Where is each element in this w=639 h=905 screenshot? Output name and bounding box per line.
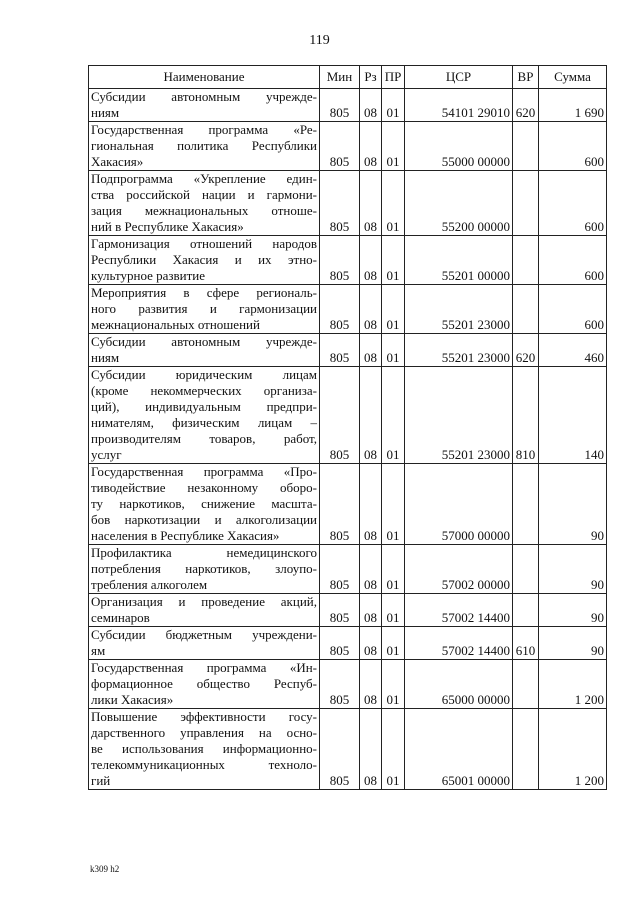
row-name-line: Субсидии бюджетным учреждени- bbox=[91, 627, 317, 642]
row-pr: 01 bbox=[382, 709, 405, 790]
row-min: 805 bbox=[320, 545, 360, 594]
row-sum: 600 bbox=[539, 236, 607, 285]
row-name-line: ниям bbox=[91, 350, 120, 365]
row-csr: 65001 00000 bbox=[405, 709, 513, 790]
table-body bbox=[89, 89, 607, 790]
table-row bbox=[89, 594, 607, 627]
row-name-line: Государственная программа «Ре- bbox=[91, 122, 317, 137]
row-vr: 620 bbox=[513, 89, 539, 122]
row-name-line: населения в Республике Хакасия» bbox=[91, 528, 280, 543]
table-row bbox=[89, 285, 607, 334]
row-name-line: зация межнациональных отноше- bbox=[91, 203, 317, 218]
row-csr: 65000 00000 bbox=[405, 660, 513, 709]
row-name-line: Гармонизация отношений народов bbox=[91, 236, 317, 251]
row-name-line: телекоммуникационных техноло- bbox=[91, 757, 317, 772]
row-name-line: ний в Республике Хакасия» bbox=[91, 219, 244, 234]
row-rz: 08 bbox=[360, 545, 382, 594]
row-name-line: Субсидии юридическим лицам bbox=[91, 367, 317, 382]
header-sum: Сумма bbox=[539, 66, 607, 89]
row-pr: 01 bbox=[382, 334, 405, 367]
header-vr: ВР bbox=[513, 66, 539, 89]
row-name bbox=[89, 627, 320, 660]
table-row bbox=[89, 709, 607, 790]
row-csr: 54101 29010 bbox=[405, 89, 513, 122]
row-csr: 55201 23000 bbox=[405, 334, 513, 367]
row-sum: 140 bbox=[539, 367, 607, 464]
page-number: 119 bbox=[309, 33, 330, 48]
row-pr: 01 bbox=[382, 660, 405, 709]
row-name bbox=[89, 594, 320, 627]
row-name-line: дарственного управления на осно- bbox=[91, 725, 317, 740]
row-pr: 01 bbox=[382, 236, 405, 285]
row-name-line: Государственная программа «Про- bbox=[91, 464, 317, 479]
row-vr: 810 bbox=[513, 367, 539, 464]
row-rz: 08 bbox=[360, 367, 382, 464]
row-name bbox=[89, 236, 320, 285]
row-rz: 08 bbox=[360, 285, 382, 334]
row-min: 805 bbox=[320, 122, 360, 171]
row-name-line: требления алкоголем bbox=[91, 577, 208, 592]
row-vr bbox=[513, 545, 539, 594]
row-name-line: Субсидии автономным учрежде- bbox=[91, 89, 317, 104]
row-name-line: услуг bbox=[91, 447, 122, 462]
header-csr: ЦСР bbox=[405, 66, 513, 89]
row-pr: 01 bbox=[382, 545, 405, 594]
row-name-line: тиводействие незаконному оборо- bbox=[91, 480, 317, 495]
row-vr: 610 bbox=[513, 627, 539, 660]
row-name-line: Профилактика немедицинского bbox=[91, 545, 317, 560]
row-name-line: ту наркотиков, снижение масшта- bbox=[91, 496, 317, 511]
header-name: Наименование bbox=[89, 66, 320, 89]
row-vr bbox=[513, 285, 539, 334]
row-min: 805 bbox=[320, 171, 360, 236]
row-name-line: ве использования информационно- bbox=[91, 741, 317, 756]
row-min: 805 bbox=[320, 367, 360, 464]
row-name-line: ям bbox=[91, 643, 106, 658]
row-csr: 57002 00000 bbox=[405, 545, 513, 594]
row-vr bbox=[513, 660, 539, 709]
row-sum: 90 bbox=[539, 594, 607, 627]
row-min: 805 bbox=[320, 594, 360, 627]
row-name bbox=[89, 171, 320, 236]
header-min: Мин bbox=[320, 66, 360, 89]
row-name-line: Подпрограмма «Укрепление един- bbox=[91, 171, 317, 186]
row-name-line: Мероприятия в сфере региональ- bbox=[91, 285, 317, 300]
row-rz: 08 bbox=[360, 627, 382, 660]
row-min: 805 bbox=[320, 236, 360, 285]
row-name bbox=[89, 709, 320, 790]
row-sum: 90 bbox=[539, 627, 607, 660]
row-csr: 57002 14400 bbox=[405, 627, 513, 660]
row-pr: 01 bbox=[382, 285, 405, 334]
row-name bbox=[89, 464, 320, 545]
row-sum: 600 bbox=[539, 122, 607, 171]
row-name-line: культурное развитие bbox=[91, 268, 206, 283]
row-min: 805 bbox=[320, 334, 360, 367]
row-name bbox=[89, 89, 320, 122]
row-csr: 57002 14400 bbox=[405, 594, 513, 627]
row-name bbox=[89, 660, 320, 709]
table-row bbox=[89, 627, 607, 660]
row-pr: 01 bbox=[382, 122, 405, 171]
row-name-line: гий bbox=[91, 773, 111, 788]
header-rz: Рз bbox=[360, 66, 382, 89]
row-sum: 600 bbox=[539, 171, 607, 236]
row-min: 805 bbox=[320, 285, 360, 334]
row-rz: 08 bbox=[360, 594, 382, 627]
row-name-line: семинаров bbox=[91, 610, 150, 625]
budget-table bbox=[88, 65, 607, 790]
row-name-line: лики Хакасия» bbox=[91, 692, 174, 707]
row-name-line: бов наркотизации и алкоголизации bbox=[91, 512, 317, 527]
row-pr: 01 bbox=[382, 171, 405, 236]
row-rz: 08 bbox=[360, 122, 382, 171]
row-rz: 08 bbox=[360, 464, 382, 545]
row-name-line: производителям товаров, работ, bbox=[91, 431, 317, 446]
row-pr: 01 bbox=[382, 594, 405, 627]
row-sum: 600 bbox=[539, 285, 607, 334]
row-pr: 01 bbox=[382, 89, 405, 122]
row-min: 805 bbox=[320, 627, 360, 660]
footer-code: k309 h2 bbox=[90, 864, 120, 874]
row-min: 805 bbox=[320, 660, 360, 709]
row-vr bbox=[513, 709, 539, 790]
row-csr: 55200 00000 bbox=[405, 171, 513, 236]
row-name-line: ций), индивидуальным предпри- bbox=[91, 399, 317, 414]
row-csr: 55201 23000 bbox=[405, 367, 513, 464]
row-vr bbox=[513, 594, 539, 627]
row-name-line: Республики Хакасия и их этно- bbox=[91, 252, 317, 267]
row-name-line: Государственная программа «Ин- bbox=[91, 660, 317, 675]
row-name-line: Организация и проведение акций, bbox=[91, 594, 317, 609]
row-rz: 08 bbox=[360, 709, 382, 790]
row-name-line: формационное общество Респуб- bbox=[91, 676, 317, 691]
row-name-line: ного развития и гармонизации bbox=[91, 301, 317, 316]
row-pr: 01 bbox=[382, 627, 405, 660]
row-name-line: ниям bbox=[91, 105, 120, 120]
row-min: 805 bbox=[320, 709, 360, 790]
row-name-line: Повышение эффективности госу- bbox=[91, 709, 317, 724]
table-row bbox=[89, 660, 607, 709]
row-vr bbox=[513, 171, 539, 236]
row-sum: 460 bbox=[539, 334, 607, 367]
row-vr: 620 bbox=[513, 334, 539, 367]
row-vr bbox=[513, 236, 539, 285]
row-sum: 1 200 bbox=[539, 709, 607, 790]
table-row bbox=[89, 367, 607, 464]
row-name bbox=[89, 367, 320, 464]
row-vr bbox=[513, 122, 539, 171]
row-sum: 90 bbox=[539, 545, 607, 594]
row-csr: 57000 00000 bbox=[405, 464, 513, 545]
row-rz: 08 bbox=[360, 660, 382, 709]
row-csr: 55201 00000 bbox=[405, 236, 513, 285]
row-name-line: (кроме некоммерческих организа- bbox=[91, 383, 317, 398]
header-pr: ПР bbox=[382, 66, 405, 89]
row-name-line: межнациональных отношений bbox=[91, 317, 260, 332]
row-name-line: потребления наркотиков, злоупо- bbox=[91, 561, 317, 576]
row-csr: 55201 23000 bbox=[405, 285, 513, 334]
row-sum: 1 690 bbox=[539, 89, 607, 122]
row-name-line: нимателям, физическим лицам – bbox=[91, 415, 317, 430]
row-rz: 08 bbox=[360, 171, 382, 236]
table-row bbox=[89, 236, 607, 285]
row-min: 805 bbox=[320, 89, 360, 122]
row-name bbox=[89, 285, 320, 334]
row-name bbox=[89, 122, 320, 171]
row-sum: 90 bbox=[539, 464, 607, 545]
row-rz: 08 bbox=[360, 334, 382, 367]
row-name-line: гиональная политика Республики bbox=[91, 138, 317, 153]
table-row bbox=[89, 464, 607, 545]
row-name-line: ства российской нации и гармони- bbox=[91, 187, 317, 202]
row-name bbox=[89, 545, 320, 594]
table-row bbox=[89, 545, 607, 594]
row-name bbox=[89, 334, 320, 367]
row-pr: 01 bbox=[382, 367, 405, 464]
table-row bbox=[89, 122, 607, 171]
row-pr: 01 bbox=[382, 464, 405, 545]
row-name-line: Субсидии автономным учрежде- bbox=[91, 334, 317, 349]
row-rz: 08 bbox=[360, 236, 382, 285]
table-header-row bbox=[89, 66, 607, 89]
row-sum: 1 200 bbox=[539, 660, 607, 709]
row-vr bbox=[513, 464, 539, 545]
row-min: 805 bbox=[320, 464, 360, 545]
row-name-line: Хакасия» bbox=[91, 154, 144, 169]
table-row bbox=[89, 334, 607, 367]
row-rz: 08 bbox=[360, 89, 382, 122]
table-row bbox=[89, 89, 607, 122]
table-row bbox=[89, 171, 607, 236]
row-csr: 55000 00000 bbox=[405, 122, 513, 171]
